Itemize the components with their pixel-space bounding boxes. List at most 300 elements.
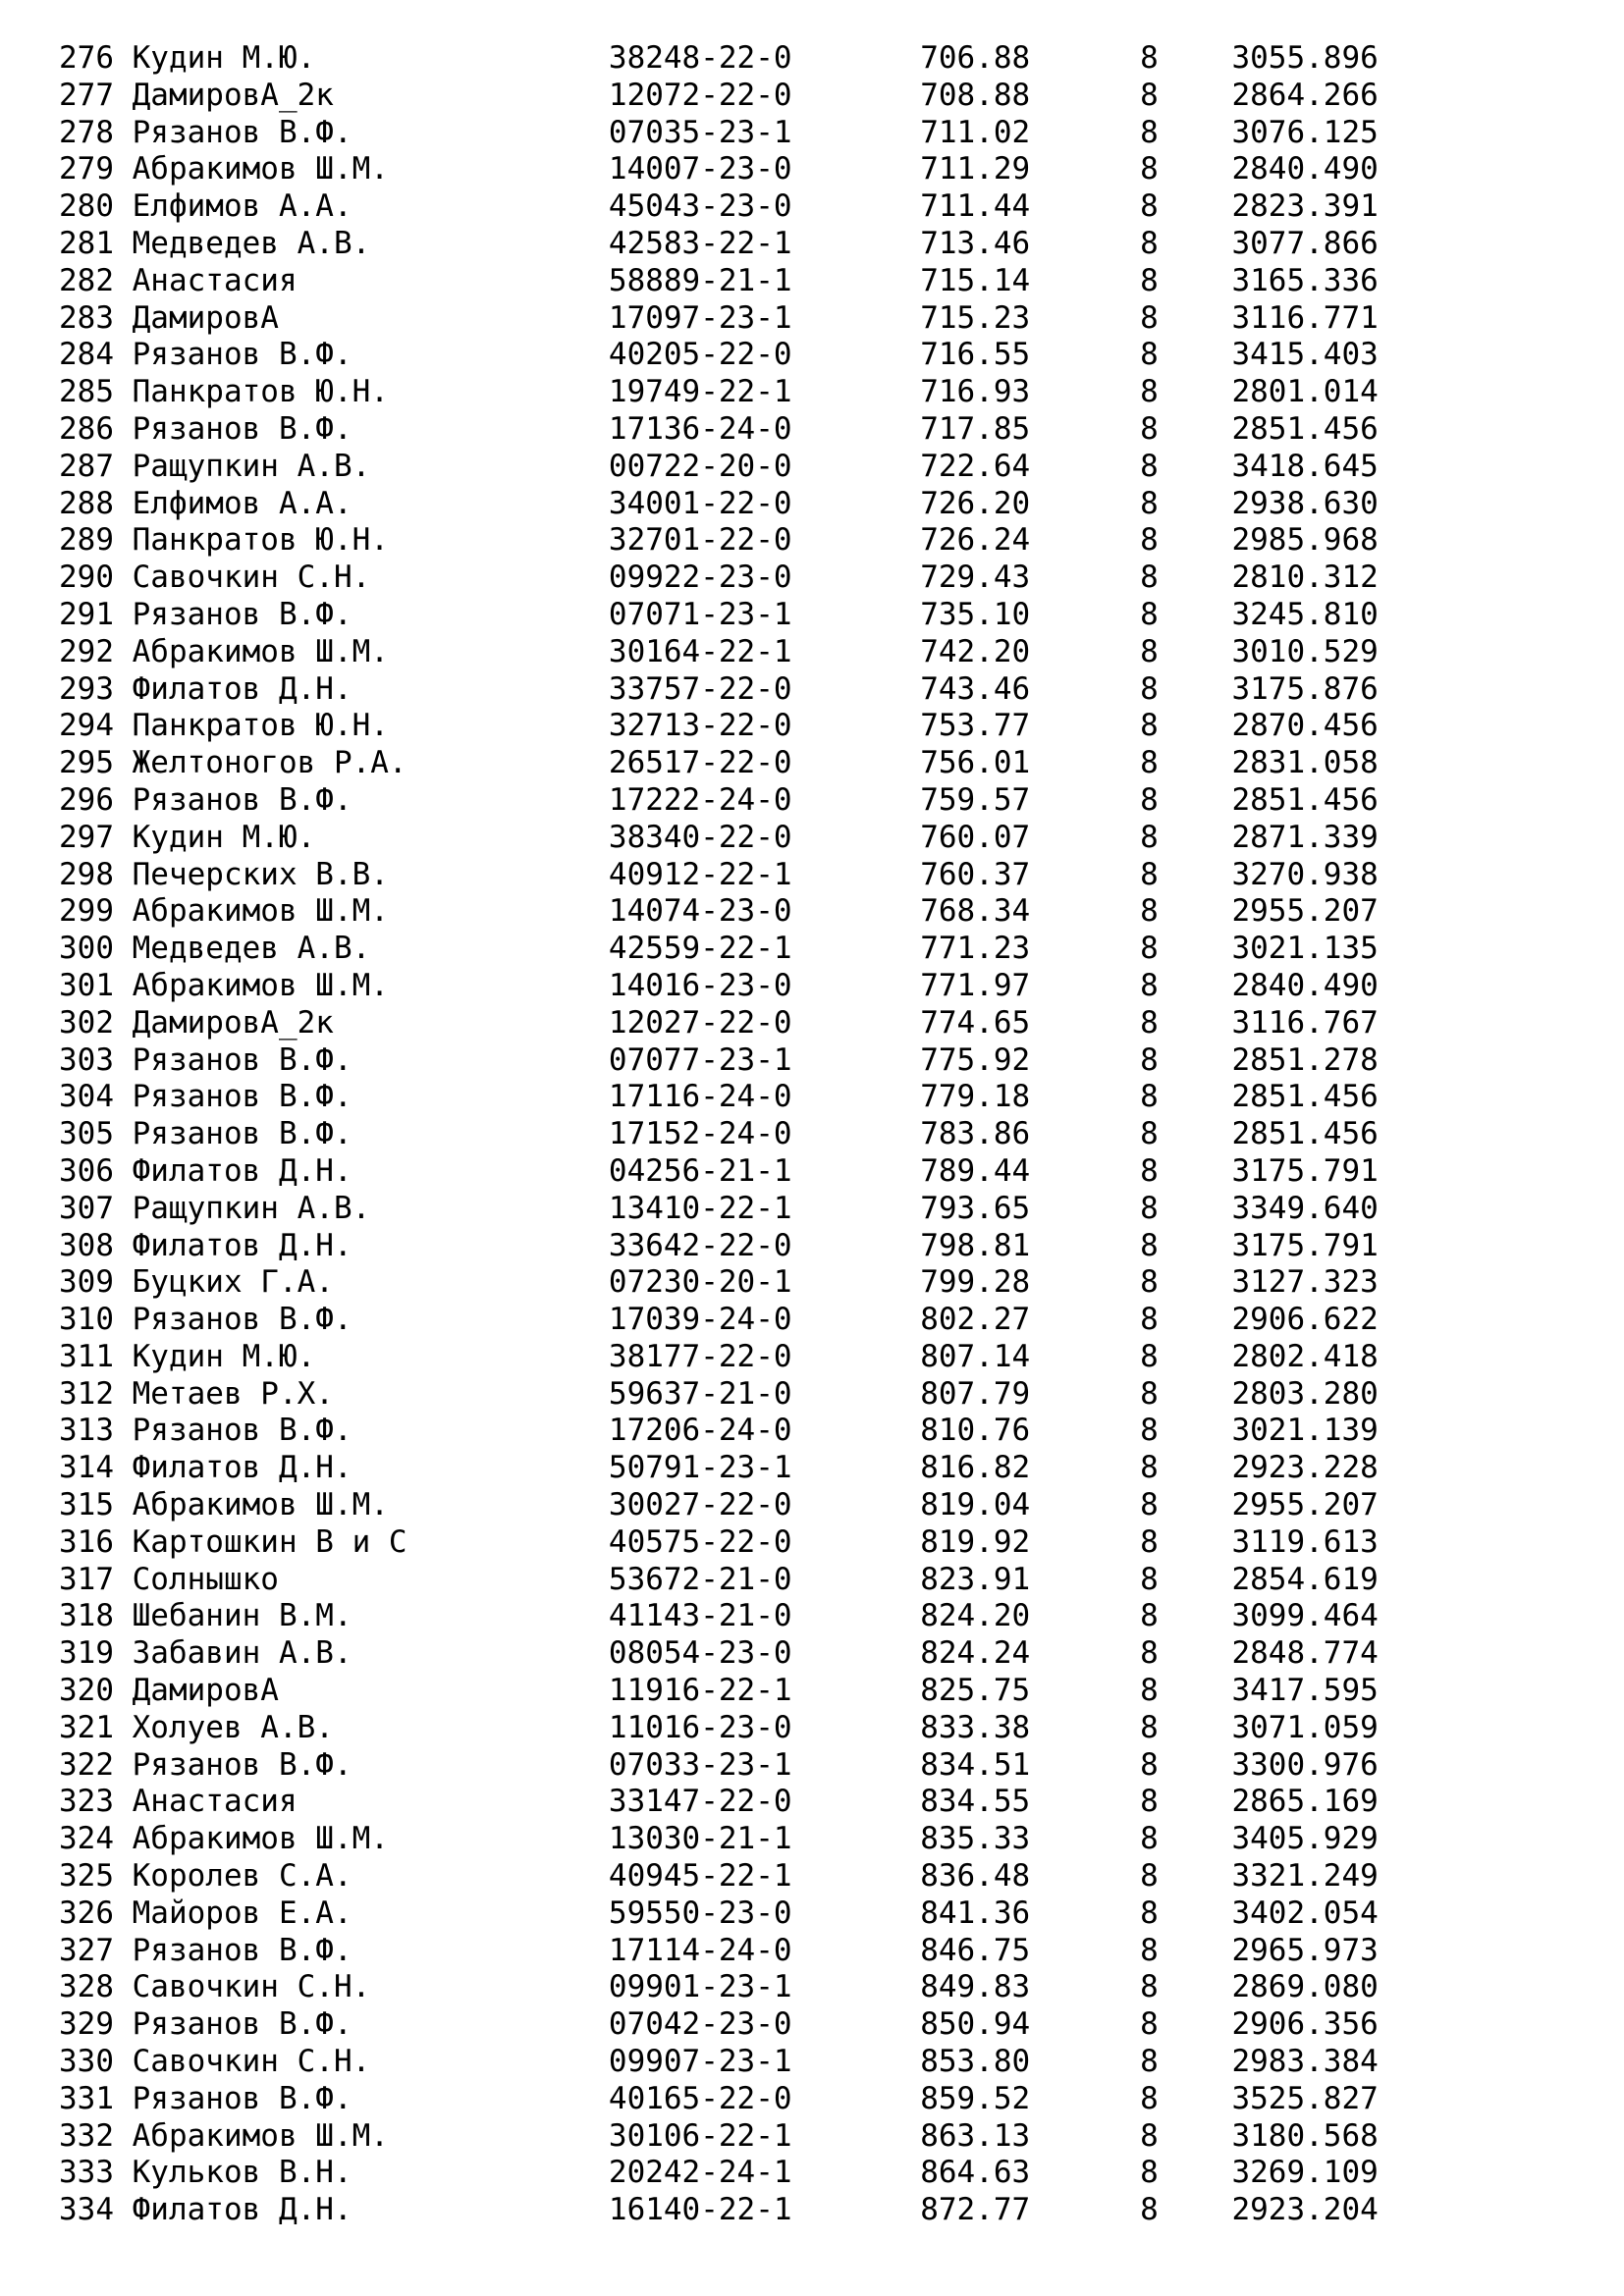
value-number: 768.34: [920, 893, 1031, 930]
row-index: 287: [59, 448, 114, 484]
count-number: 8: [1140, 1709, 1159, 1745]
entry-code: 00722-20-0: [608, 448, 792, 484]
total-number: 2831.058: [1231, 745, 1379, 781]
row-index: 310: [59, 1302, 114, 1338]
total-number: 2985.968: [1231, 522, 1379, 559]
value-number: 834.51: [920, 1746, 1031, 1783]
total-number: 2810.312: [1231, 560, 1379, 596]
row-index: 331: [59, 2080, 114, 2116]
row-index: 300: [59, 931, 114, 967]
person-name: Ращупкин А.В.: [132, 448, 371, 484]
person-name: Абракимов Ш.М.: [132, 151, 389, 187]
table-row: [59, 560, 1624, 597]
person-name: Филатов Д.Н.: [132, 1152, 352, 1189]
total-number: 3071.059: [1231, 1709, 1379, 1745]
person-name: ДамировА_2к: [132, 1004, 334, 1041]
entry-code: 30027-22-0: [608, 1487, 792, 1523]
table-row: [59, 1191, 1624, 1228]
table-row: [59, 151, 1624, 188]
count-number: 8: [1140, 931, 1159, 967]
value-number: 824.20: [920, 1598, 1031, 1634]
table-row: [59, 820, 1624, 857]
table-row: [59, 1858, 1624, 1896]
row-index: 297: [59, 819, 114, 855]
total-number: 3010.529: [1231, 633, 1379, 669]
count-number: 8: [1140, 596, 1159, 632]
count-number: 8: [1140, 1821, 1159, 1857]
count-number: 8: [1140, 781, 1159, 818]
value-number: 859.52: [920, 2080, 1031, 2116]
total-number: 2955.207: [1231, 893, 1379, 930]
entry-code: 12027-22-0: [608, 1004, 792, 1041]
entry-code: 13030-21-1: [608, 1821, 792, 1857]
table-row: [59, 1450, 1624, 1487]
total-number: 2906.622: [1231, 1302, 1379, 1338]
table-row: [59, 226, 1624, 263]
total-number: 2854.619: [1231, 1561, 1379, 1597]
person-name: Филатов Д.Н.: [132, 670, 352, 707]
total-number: 2923.204: [1231, 2192, 1379, 2228]
entry-code: 07033-23-1: [608, 1746, 792, 1783]
total-number: 3175.791: [1231, 1227, 1379, 1263]
count-number: 8: [1140, 633, 1159, 669]
row-index: 279: [59, 151, 114, 187]
value-number: 779.18: [920, 1079, 1031, 1115]
entry-code: 41143-21-0: [608, 1598, 792, 1634]
value-number: 711.44: [920, 188, 1031, 225]
person-name: Елфимов А.А.: [132, 485, 352, 521]
count-number: 8: [1140, 188, 1159, 225]
value-number: 760.37: [920, 856, 1031, 892]
total-number: 3270.938: [1231, 856, 1379, 892]
entry-code: 17136-24-0: [608, 410, 792, 447]
row-index: 285: [59, 374, 114, 410]
person-name: Рязанов В.Ф.: [132, 596, 352, 632]
entry-code: 40945-22-1: [608, 1858, 792, 1895]
row-index: 330: [59, 2044, 114, 2080]
value-number: 846.75: [920, 1932, 1031, 1968]
total-number: 2938.630: [1231, 485, 1379, 521]
count-number: 8: [1140, 1969, 1159, 2005]
entry-code: 07035-23-1: [608, 114, 792, 150]
person-name: Рязанов В.Ф.: [132, 1079, 352, 1115]
entry-code: 26517-22-0: [608, 745, 792, 781]
row-index: 326: [59, 1895, 114, 1931]
person-name: Анастасия: [132, 1784, 298, 1820]
table-row: [59, 634, 1624, 671]
row-index: 298: [59, 856, 114, 892]
total-number: 3021.135: [1231, 931, 1379, 967]
entry-code: 40575-22-0: [608, 1523, 792, 1560]
person-name: Абракимов Ш.М.: [132, 2117, 389, 2154]
row-index: 322: [59, 1746, 114, 1783]
value-number: 864.63: [920, 2155, 1031, 2191]
row-index: 323: [59, 1784, 114, 1820]
row-index: 289: [59, 522, 114, 559]
entry-code: 59637-21-0: [608, 1375, 792, 1412]
entry-code: 32701-22-0: [608, 522, 792, 559]
person-name: Рязанов В.Ф.: [132, 2080, 352, 2116]
value-number: 743.46: [920, 670, 1031, 707]
value-number: 807.79: [920, 1375, 1031, 1412]
value-number: 742.20: [920, 633, 1031, 669]
total-number: 3269.109: [1231, 2155, 1379, 2191]
count-number: 8: [1140, 485, 1159, 521]
row-index: 282: [59, 262, 114, 298]
total-number: 2840.490: [1231, 151, 1379, 187]
value-number: 849.83: [920, 1969, 1031, 2005]
table-row: [59, 522, 1624, 560]
total-number: 3116.771: [1231, 299, 1379, 336]
table-row: [59, 1153, 1624, 1191]
entry-code: 11016-23-0: [608, 1709, 792, 1745]
count-number: 8: [1140, 560, 1159, 596]
entry-code: 19749-22-1: [608, 374, 792, 410]
total-number: 2983.384: [1231, 2044, 1379, 2080]
table-row: [59, 411, 1624, 449]
entry-code: 07071-23-1: [608, 596, 792, 632]
entry-code: 16140-22-1: [608, 2192, 792, 2228]
value-number: 819.04: [920, 1487, 1031, 1523]
value-number: 774.65: [920, 1004, 1031, 1041]
value-number: 798.81: [920, 1227, 1031, 1263]
count-number: 8: [1140, 967, 1159, 1003]
table-row: [59, 857, 1624, 894]
total-number: 3245.810: [1231, 596, 1379, 632]
total-number: 3417.595: [1231, 1673, 1379, 1709]
count-number: 8: [1140, 1635, 1159, 1672]
value-number: 823.91: [920, 1561, 1031, 1597]
count-number: 8: [1140, 299, 1159, 336]
person-name: Медведев А.В.: [132, 931, 371, 967]
value-number: 783.86: [920, 1116, 1031, 1152]
row-index: 324: [59, 1821, 114, 1857]
row-index: 305: [59, 1116, 114, 1152]
person-name: Рязанов В.Ф.: [132, 1041, 352, 1078]
table-row: [59, 2155, 1624, 2192]
entry-code: 07077-23-1: [608, 1041, 792, 1078]
count-number: 8: [1140, 1041, 1159, 1078]
value-number: 807.14: [920, 1338, 1031, 1374]
total-number: 3055.896: [1231, 40, 1379, 76]
table-row: [59, 115, 1624, 152]
row-index: 316: [59, 1523, 114, 1560]
table-row: [59, 1376, 1624, 1414]
count-number: 8: [1140, 2044, 1159, 2080]
total-number: 2851.456: [1231, 1116, 1379, 1152]
count-number: 8: [1140, 1079, 1159, 1115]
table-row: [59, 2006, 1624, 2044]
entry-code: 30106-22-1: [608, 2117, 792, 2154]
value-number: 853.80: [920, 2044, 1031, 2080]
value-number: 726.24: [920, 522, 1031, 559]
table-row: [59, 1784, 1624, 1821]
person-name: Рязанов В.Ф.: [132, 1413, 352, 1449]
count-number: 8: [1140, 1932, 1159, 1968]
entry-code: 40165-22-0: [608, 2080, 792, 2116]
value-number: 716.55: [920, 337, 1031, 373]
person-name: Рязанов В.Ф.: [132, 1932, 352, 1968]
value-number: 713.46: [920, 225, 1031, 261]
person-name: Савочкин С.Н.: [132, 1969, 371, 2005]
total-number: 3418.645: [1231, 448, 1379, 484]
total-number: 3127.323: [1231, 1264, 1379, 1301]
row-index: 302: [59, 1004, 114, 1041]
person-name: Елфимов А.А.: [132, 188, 352, 225]
entry-code: 17116-24-0: [608, 1079, 792, 1115]
person-name: Рязанов В.Ф.: [132, 781, 352, 818]
total-number: 2869.080: [1231, 1969, 1379, 2005]
entry-code: 09907-23-1: [608, 2044, 792, 2080]
entry-code: 11916-22-1: [608, 1673, 792, 1709]
count-number: 8: [1140, 1858, 1159, 1895]
value-number: 802.27: [920, 1302, 1031, 1338]
row-index: 309: [59, 1264, 114, 1301]
count-number: 8: [1140, 448, 1159, 484]
total-number: 3175.876: [1231, 670, 1379, 707]
row-index: 311: [59, 1338, 114, 1374]
value-number: 816.82: [920, 1450, 1031, 1486]
value-number: 715.14: [920, 262, 1031, 298]
total-number: 2803.280: [1231, 1375, 1379, 1412]
count-number: 8: [1140, 670, 1159, 707]
entry-code: 33757-22-0: [608, 670, 792, 707]
entry-code: 38248-22-0: [608, 40, 792, 76]
count-number: 8: [1140, 1227, 1159, 1263]
value-number: 799.28: [920, 1264, 1031, 1301]
row-index: 291: [59, 596, 114, 632]
person-name: Абракимов Ш.М.: [132, 967, 389, 1003]
total-number: 2965.973: [1231, 1932, 1379, 1968]
entry-code: 33642-22-0: [608, 1227, 792, 1263]
entry-code: 07042-23-0: [608, 2006, 792, 2043]
row-index: 307: [59, 1190, 114, 1226]
count-number: 8: [1140, 893, 1159, 930]
value-number: 833.38: [920, 1709, 1031, 1745]
value-number: 835.33: [920, 1821, 1031, 1857]
row-index: 296: [59, 781, 114, 818]
row-index: 334: [59, 2192, 114, 2228]
table-row: [59, 1969, 1624, 2006]
total-number: 3175.791: [1231, 1152, 1379, 1189]
row-index: 332: [59, 2117, 114, 2154]
count-number: 8: [1140, 1598, 1159, 1634]
total-number: 3021.139: [1231, 1413, 1379, 1449]
count-number: 8: [1140, 225, 1159, 261]
row-index: 304: [59, 1079, 114, 1115]
count-number: 8: [1140, 1190, 1159, 1226]
count-number: 8: [1140, 2155, 1159, 2191]
person-name: Солнышко: [132, 1561, 279, 1597]
row-index: 284: [59, 337, 114, 373]
row-index: 308: [59, 1227, 114, 1263]
person-name: Картошкин В и С: [132, 1523, 407, 1560]
value-number: 722.64: [920, 448, 1031, 484]
count-number: 8: [1140, 1004, 1159, 1041]
person-name: Абракимов Ш.М.: [132, 633, 389, 669]
total-number: 3405.929: [1231, 1821, 1379, 1857]
row-index: 315: [59, 1487, 114, 1523]
value-number: 789.44: [920, 1152, 1031, 1189]
count-number: 8: [1140, 1746, 1159, 1783]
entry-code: 40912-22-1: [608, 856, 792, 892]
table-row: [59, 1821, 1624, 1858]
person-name: ДамировА_2к: [132, 77, 334, 113]
count-number: 8: [1140, 1302, 1159, 1338]
total-number: 3099.464: [1231, 1598, 1379, 1634]
person-name: ДамировА: [132, 299, 279, 336]
entry-code: 17206-24-0: [608, 1413, 792, 1449]
entry-code: 34001-22-0: [608, 485, 792, 521]
entry-code: 59550-23-0: [608, 1895, 792, 1931]
value-number: 872.77: [920, 2192, 1031, 2228]
count-number: 8: [1140, 708, 1159, 744]
total-number: 2871.339: [1231, 819, 1379, 855]
count-number: 8: [1140, 2192, 1159, 2228]
person-name: Желтоногов Р.А.: [132, 745, 407, 781]
row-index: 292: [59, 633, 114, 669]
entry-code: 04256-21-1: [608, 1152, 792, 1189]
entry-code: 08054-23-0: [608, 1635, 792, 1672]
entry-code: 17222-24-0: [608, 781, 792, 818]
count-number: 8: [1140, 1784, 1159, 1820]
value-number: 819.92: [920, 1523, 1031, 1560]
entry-code: 50791-23-1: [608, 1450, 792, 1486]
value-number: 711.02: [920, 114, 1031, 150]
table-row: [59, 2081, 1624, 2118]
count-number: 8: [1140, 522, 1159, 559]
total-number: 2864.266: [1231, 77, 1379, 113]
count-number: 8: [1140, 1487, 1159, 1523]
person-name: Забавин А.В.: [132, 1635, 352, 1672]
person-name: Кудин М.Ю.: [132, 819, 316, 855]
count-number: 8: [1140, 77, 1159, 113]
value-number: 771.23: [920, 931, 1031, 967]
person-name: Рязанов В.Ф.: [132, 1116, 352, 1152]
entry-code: 09901-23-1: [608, 1969, 792, 2005]
table-row: [59, 1116, 1624, 1153]
row-index: 286: [59, 410, 114, 447]
person-name: Савочкин С.Н.: [132, 2044, 371, 2080]
entry-code: 38340-22-0: [608, 819, 792, 855]
person-name: Ращупкин А.В.: [132, 1190, 371, 1226]
value-number: 735.10: [920, 596, 1031, 632]
total-number: 2870.456: [1231, 708, 1379, 744]
row-index: 294: [59, 708, 114, 744]
table-row: [59, 597, 1624, 634]
table-row: [59, 1264, 1624, 1302]
entry-code: 07230-20-1: [608, 1264, 792, 1301]
table-row: [59, 2192, 1624, 2229]
person-name: Майоров Е.А.: [132, 1895, 352, 1931]
value-number: 759.57: [920, 781, 1031, 818]
table-row: [59, 40, 1624, 78]
row-index: 306: [59, 1152, 114, 1189]
total-number: 2851.456: [1231, 781, 1379, 818]
value-number: 756.01: [920, 745, 1031, 781]
row-index: 314: [59, 1450, 114, 1486]
table-row: [59, 1896, 1624, 1933]
person-name: Савочкин С.Н.: [132, 560, 371, 596]
entry-code: 17097-23-1: [608, 299, 792, 336]
value-number: 726.20: [920, 485, 1031, 521]
table-row: [59, 1079, 1624, 1116]
entry-code: 42583-22-1: [608, 225, 792, 261]
row-index: 303: [59, 1041, 114, 1078]
person-name: Холуев А.В.: [132, 1709, 334, 1745]
value-number: 716.93: [920, 374, 1031, 410]
total-number: 2851.278: [1231, 1041, 1379, 1078]
table-row: [59, 300, 1624, 338]
person-name: Королев С.А.: [132, 1858, 352, 1895]
table-row: [59, 1933, 1624, 1970]
total-number: 3415.403: [1231, 337, 1379, 373]
value-number: 850.94: [920, 2006, 1031, 2043]
table-row: [59, 1042, 1624, 1080]
count-number: 8: [1140, 819, 1159, 855]
total-number: 2802.418: [1231, 1338, 1379, 1374]
person-name: Шебанин В.М.: [132, 1598, 352, 1634]
total-number: 3402.054: [1231, 1895, 1379, 1931]
value-number: 810.76: [920, 1413, 1031, 1449]
row-index: 312: [59, 1375, 114, 1412]
count-number: 8: [1140, 374, 1159, 410]
entry-code: 14007-23-0: [608, 151, 792, 187]
count-number: 8: [1140, 1413, 1159, 1449]
row-index: 301: [59, 967, 114, 1003]
table-row: [59, 671, 1624, 709]
entry-code: 20242-24-1: [608, 2155, 792, 2191]
value-number: 834.55: [920, 1784, 1031, 1820]
table-row: [59, 931, 1624, 968]
total-number: 2851.456: [1231, 1079, 1379, 1115]
total-number: 3076.125: [1231, 114, 1379, 150]
table-row: [59, 1598, 1624, 1635]
row-index: 328: [59, 1969, 114, 2005]
count-number: 8: [1140, 337, 1159, 373]
count-number: 8: [1140, 2117, 1159, 2154]
count-number: 8: [1140, 151, 1159, 187]
entry-code: 09922-23-0: [608, 560, 792, 596]
table-row: [59, 263, 1624, 300]
row-index: 295: [59, 745, 114, 781]
count-number: 8: [1140, 1561, 1159, 1597]
count-number: 8: [1140, 114, 1159, 150]
count-number: 8: [1140, 2080, 1159, 2116]
entry-code: 42559-22-1: [608, 931, 792, 967]
table-row: [59, 486, 1624, 523]
person-name: Рязанов В.Ф.: [132, 1302, 352, 1338]
value-number: 841.36: [920, 1895, 1031, 1931]
person-name: Филатов Д.Н.: [132, 1227, 352, 1263]
table-row: [59, 2044, 1624, 2081]
entry-code: 17152-24-0: [608, 1116, 792, 1152]
person-name: Кульков В.Н.: [132, 2155, 352, 2191]
person-name: Анастасия: [132, 262, 298, 298]
value-number: 753.77: [920, 708, 1031, 744]
table-row: [59, 968, 1624, 1005]
row-index: 325: [59, 1858, 114, 1895]
total-number: 2823.391: [1231, 188, 1379, 225]
table-row: [59, 1710, 1624, 1747]
value-number: 708.88: [920, 77, 1031, 113]
row-index: 280: [59, 188, 114, 225]
table-row: [59, 1747, 1624, 1785]
person-name: Рязанов В.Ф.: [132, 410, 352, 447]
value-number: 711.29: [920, 151, 1031, 187]
total-number: 3300.976: [1231, 1746, 1379, 1783]
table-row: [59, 1228, 1624, 1265]
